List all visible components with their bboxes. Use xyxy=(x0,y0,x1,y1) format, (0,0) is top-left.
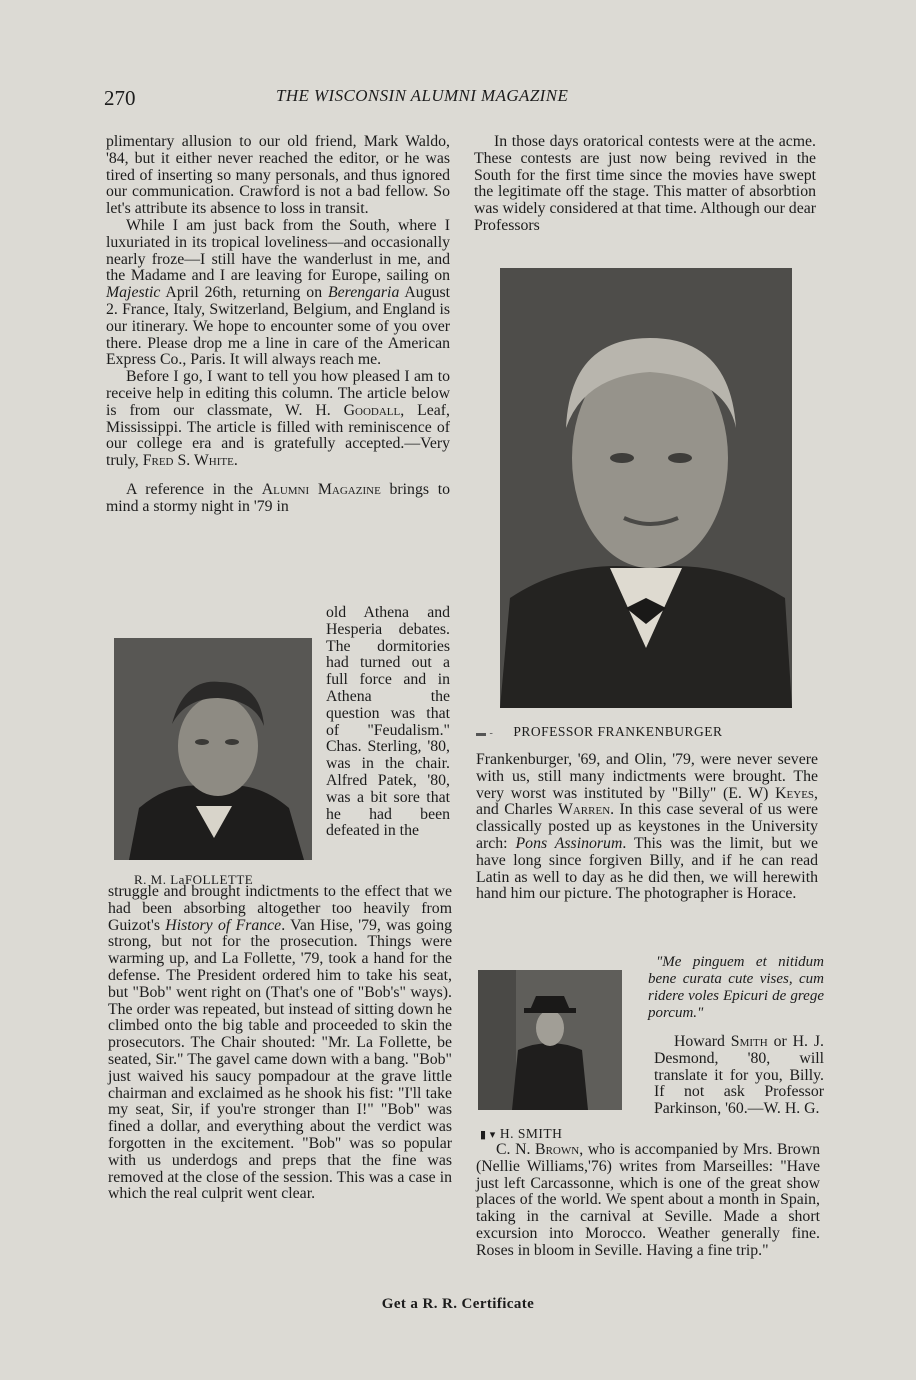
caption-mark-icon: ▬ - xyxy=(476,728,494,739)
caption-lafollette: R. M. LaFOLLETTE xyxy=(134,872,254,887)
paragraph-oratorical-contests: In those days oratorical contests were at the acme. These contests are just now being revived in the South for the first time since the movies have swept the legitimate off the stage. This matter of absorbtion was widely considered at that time. Although our dear Professors xyxy=(474,133,816,234)
paragraph-indictments: Frankenburger, '69, and Olin, '79, were never severe with us, still many indictments were brought. The very worst was instituted by "Billy" (E. W) Keyes, and Charles Warren. In this case several of us were classically posted up as keystones in the University arch: Pons Assinorum. This was the limit, but we have long since forgiven Billy, and if he can read Latin as well to day as he did then, we will herewith hand him our picture. The photographer is Horace. xyxy=(476,751,818,903)
right-column-middle xyxy=(476,752,818,903)
left-narrow-column xyxy=(326,605,450,840)
caption-smith: ▮ ▾ H. SMITH xyxy=(480,1126,563,1141)
latin-quote: "Me pinguem et nitidum bene curata cute vises, cum ridere voles Epicuri de grege porcum." xyxy=(648,954,824,1021)
caption-frankenburger: ▬ - PROFESSOR FRANKENBURGER xyxy=(476,724,723,739)
paragraph-translation: Howard Smith or H. J. Desmond, '80, will translate it for you, Billy. If not ask Professor Parkinson, '60.—W. H. G. xyxy=(654,1033,824,1118)
paragraph-travel: While I am just back from the South, where I luxuriated in its tropical loveliness—and occasionally nearly froze—I still have the wanderlust in me, and the Madame and I are leaving for Europe, sailing on Majestic April 26th, returning on Berengaria August 2. France, Italy, Switzerland, Belgium, and England is our itinerary. We hope to encounter some of you over there. Please drop me a line in care of the American Express Co., Paris. It will always reach me. xyxy=(106,216,450,369)
frankenburger-portrait-photo xyxy=(500,268,792,708)
footer-notice: Get a R. R. Certificate xyxy=(381,1296,535,1312)
paragraph-brown: C. N. Brown, who is accompanied by Mrs. Brown (Nellie Williams,'76) writes from Marseilles: "Have just left Carcassonne, which is one of the great show places of the world. We spent about a month in Spain, taking in the carnival at Seville. Made a short excursion into Morocco. Weather generally fine. Roses in bloom in Seville. Having a fine trip." xyxy=(476,1141,820,1259)
page-number: 270 xyxy=(104,86,136,110)
paragraph-crawford: plimentary allusion to our old friend, Mark Waldo, '84, but it either never reached the editor, or he was tired of inserting so many personals, and thus ignored our communication. Crawford is not a bad fellow. So let's attribute its absence to loss in transit. xyxy=(106,133,450,218)
caption-mark-icon: ▮ ▾ xyxy=(480,1129,496,1141)
right-column-top xyxy=(474,134,816,235)
left-column-bottom xyxy=(108,884,452,1203)
paragraph-stormy-night: A reference in the Alumni Magazine brings to mind a stormy night in '79 in xyxy=(106,480,450,515)
lafollette-portrait-photo xyxy=(114,638,312,860)
paragraph-trial: struggle and brought indictments to the effect that we had been absorbing altogether too heavily from Guizot's History of France. Van Hise, '79, was going strong, but not for the prosecution. Things were warming up, and La Follette, '79, took a hand for the defense. The President ordered him to take his seat, but "Bob" went right on (That's one of "Bob's" ways). The order was repeated, but instead of sitting down he climbed onto the big table and proceeded to skin the prosecutors. The Chair shouted: "Mr. La Follette, be seated, Sir." The gavel came down with a bang. "Bob" just waived his saucy pompadour at the grave little chairman and exclaimed as he shook his fist: "I'll take my seat, Sir, if you're stronger than I!" "Bob" was fined a dollar, and everything about the verdict was forgotten in the excitement. "Bob" was so popular with us underdogs and preps that the fine was removed at the close of the session. This was a case in which the real culprit went clear. xyxy=(108,883,452,1203)
smith-portrait-photo xyxy=(478,970,622,1110)
page-header xyxy=(104,86,644,110)
paragraph-athena-debate: old Athena and Hesperia debates. The dormitories had turned out a full force and in Athena the question was that of "Feudalism." Chas. Sterling, '80, was in the chair. Alfred Patek, '80, was a bit sore that he had been defeated in the xyxy=(326,604,450,840)
right-column-bottom xyxy=(476,1142,820,1260)
paragraph-editing-help: Before I go, I want to tell you how pleased I am to receive help in editing this column. The article below is from our classmate, W. H. Goodall, Leaf, Mississippi. The article is filled with reminiscence of our college era and is gratefully accepted.—Very truly, Fred S. White. xyxy=(106,368,450,470)
right-narrow-column xyxy=(654,1034,824,1118)
running-title: THE WISCONSIN ALUMNI MAGAZINE xyxy=(276,86,569,105)
left-column-top xyxy=(106,134,450,516)
